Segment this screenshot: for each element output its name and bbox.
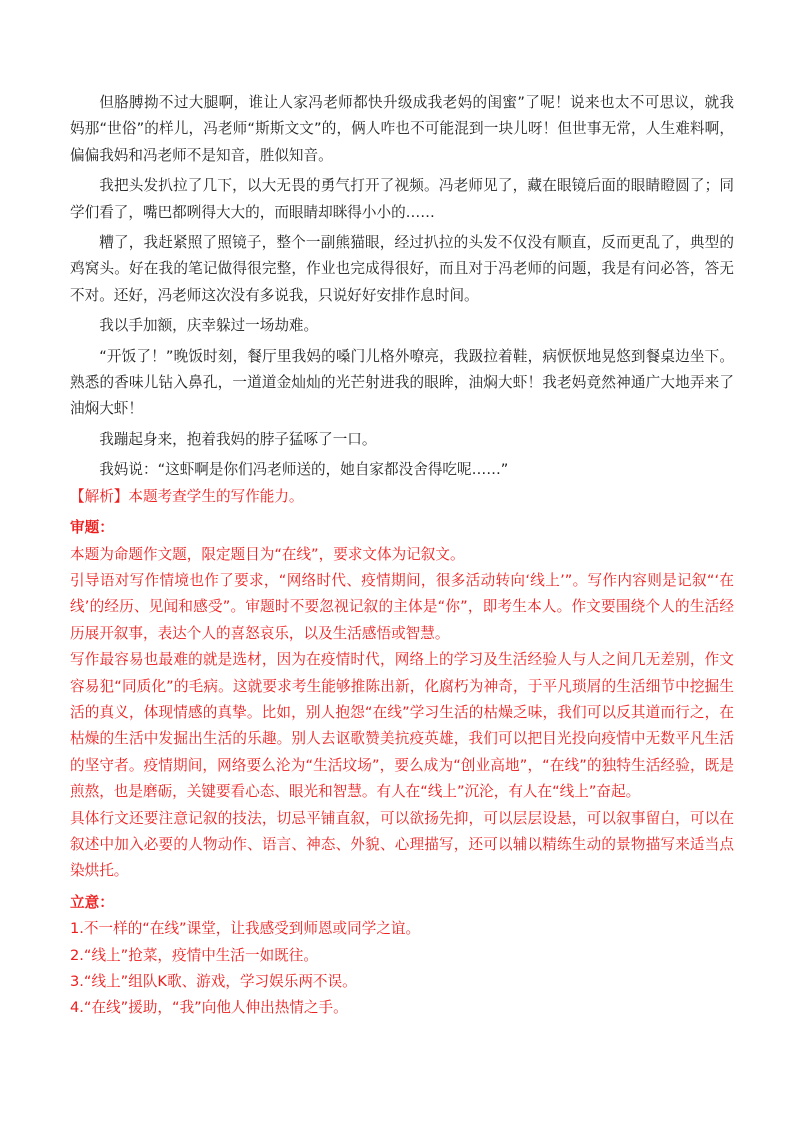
review-paragraph: 引导语对写作情境也作了要求，“网络时代、疫情期间，很多活动转向‘线上’”。写作内容则是记叙“‘在线’的经历、见闻和感受”。审题时不要忽视记叙的主体是“你”，即考生本人。作文要围绕个人的生活经历展开叙事，表达个人的喜怒哀乐，以及生活感悟或智慧。 — [70, 571, 734, 642]
idea-item: 1.不一样的“在线”课堂，让我感受到师恩或同学之谊。 — [70, 920, 421, 938]
analysis-intro: 【解析】本题考查学生的写作能力。 — [70, 487, 304, 505]
essay-paragraph: “开饭了！”晚饭时刻，餐厅里我妈的嗓门儿格外嘹亮，我趿拉着鞋，病恹恹地晃悠到餐桌边坐下。熟悉的香味儿钻入鼻孔，一道道金灿灿的光芒射进我的眼眸，油焖大虾！我老妈竟然神通广大地弄来了油焖大虾！ — [70, 347, 734, 418]
idea-item: 3.“线上”组队K歌、游戏，学习娱乐两不误。 — [70, 973, 357, 990]
essay-paragraph: 我蹦起身来，抱着我妈的脖子猛啄了一口。 — [99, 430, 377, 448]
essay-paragraph: 我以手加额，庆幸躲过一场劫难。 — [99, 317, 319, 335]
essay-paragraph: 糟了，我赶紧照了照镜子，整个一副熊猫眼，经过扒拉的头发不仅没有顺直，反而更乱了，典型的鸡窝头。好在我的笔记做得很完整，作业也完成得很好，而且对于冯老师的问题，我是有问必答，答无不对。还好，冯老师这次没有多说我，只说好好安排作息时间。 — [70, 234, 734, 304]
essay-paragraph: 但胳膊拗不过大腿啊，谁让人家冯老师都快升级成我老妈的闺蜜”了呢！说来也太不可思议，就我妈那“世俗”的样儿，冯老师“斯斯文文”的，俩人咋也不可能混到一块儿呀！但世事无常，人生难料啊，偏偏我妈和冯老师不是知音，胜似知音。 — [70, 94, 734, 164]
review-paragraph: 具体行文还要注意记叙的技法，切忌平铺直叙，可以欲扬先抑，可以层层设悬，可以叙事留白，可以在叙述中加入必要的人物动作、语言、神态、外貌、心理描写，还可以辅以精练生动的景物描写来适当点染烘托。 — [70, 809, 734, 880]
idea-item: 4.“在线”援助，“我”向他人伸出热情之手。 — [70, 999, 348, 1017]
essay-paragraph: 我把头发扒拉了几下，以大无畏的勇气打开了视频。冯老师见了，藏在眼镜后面的眼睛瞪圆了；同学们看了，嘴巴都咧得大大的，而眼睛却眯得小小的…… — [70, 177, 734, 221]
review-paragraph: 写作最容易也最难的就是选材，因为在疫情时代，网络上的学习及生活经验人与人之间几无差别，作文容易犯“同质化”的毛病。这就要求考生能够推陈出新，化腐朽为神奇，于平凡琐屑的生活细节中挖掘生活的真义，体现情感的真挚。比如，别人抱怨“在线”学习生活的枯燥乏味，我们可以反其道而行之，在枯燥的生活中发掘出生活的乐趣。别人去讴歌赞美抗疫英雄，我们可以把目光投向疫情中无数平凡生活的坚守者。疫情期间，网络要么沦为“生活坟场”，要么成为“创业高地”，“在线”的独特生活经验，既是煎熬，也是磨砺，关键要看心态、眼光和智慧。有人在“线上”沉沦，有人在“线上”奋起。 — [70, 651, 734, 801]
review-heading: 审题： — [70, 519, 114, 537]
review-paragraph: 本题为命题作文题，限定题目为“在线”，要求文体为记叙文。 — [70, 545, 465, 563]
document-page — [70, 90, 734, 1022]
idea-item: 2.“线上”抢菜，疫情中生活一如既往。 — [70, 946, 318, 964]
essay-paragraph: 我妈说：“这虾啊是你们冯老师送的，她自家都没舍得吃呢……” — [99, 461, 509, 479]
ideas-heading: 立意： — [70, 893, 114, 911]
